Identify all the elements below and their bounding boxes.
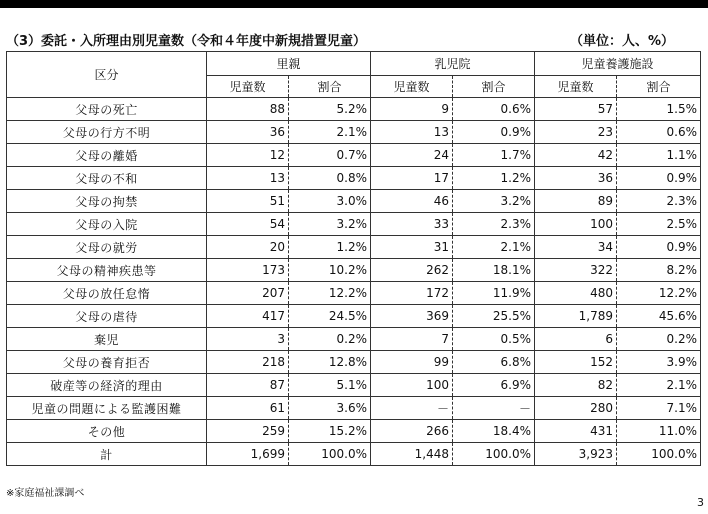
ratio-cell: 11.9% xyxy=(453,282,535,305)
subheader-ratio: 割合 xyxy=(453,76,535,98)
count-cell: 20 xyxy=(207,236,289,259)
count-cell: 57 xyxy=(535,98,617,121)
ratio-cell: 25.5% xyxy=(453,305,535,328)
ratio-cell: 0.9% xyxy=(617,236,701,259)
table-row xyxy=(7,213,701,236)
ratio-cell: 5.2% xyxy=(289,98,371,121)
row-label: 破産等の経済的理由 xyxy=(7,374,207,397)
count-cell: 34 xyxy=(535,236,617,259)
row-header: 区分 xyxy=(7,52,207,98)
count-cell: 17 xyxy=(371,167,453,190)
ratio-cell: 2.3% xyxy=(453,213,535,236)
count-cell: 12 xyxy=(207,144,289,167)
count-cell: 51 xyxy=(207,190,289,213)
ratio-cell: 18.4% xyxy=(453,420,535,443)
ratio-cell: 18.1% xyxy=(453,259,535,282)
row-label: 父母の放任怠惰 xyxy=(7,282,207,305)
count-cell: 322 xyxy=(535,259,617,282)
ratio-cell: 1.2% xyxy=(289,236,371,259)
ratio-cell: 0.8% xyxy=(289,167,371,190)
row-label: 父母の虐待 xyxy=(7,305,207,328)
count-cell: 46 xyxy=(371,190,453,213)
count-cell: 89 xyxy=(535,190,617,213)
ratio-cell: 0.7% xyxy=(289,144,371,167)
row-label: 父母の行方不明 xyxy=(7,121,207,144)
count-cell: 3,923 xyxy=(535,443,617,466)
ratio-cell: 0.6% xyxy=(617,121,701,144)
table-row xyxy=(7,144,701,167)
count-cell: 9 xyxy=(371,98,453,121)
ratio-cell: 1.1% xyxy=(617,144,701,167)
ratio-cell: 11.0% xyxy=(617,420,701,443)
count-cell: 480 xyxy=(535,282,617,305)
ratio-cell: 100.0% xyxy=(453,443,535,466)
row-label: 父母の死亡 xyxy=(7,98,207,121)
count-cell: － xyxy=(371,397,453,420)
subheader-count: 児童数 xyxy=(371,76,453,98)
ratio-cell: 0.9% xyxy=(453,121,535,144)
ratio-cell: 1.7% xyxy=(453,144,535,167)
ratio-cell: 0.2% xyxy=(617,328,701,351)
ratio-cell: 12.2% xyxy=(289,282,371,305)
count-cell: 280 xyxy=(535,397,617,420)
count-cell: 61 xyxy=(207,397,289,420)
count-cell: 13 xyxy=(371,121,453,144)
count-cell: 36 xyxy=(535,167,617,190)
count-cell: 369 xyxy=(371,305,453,328)
row-label: 父母の養育拒否 xyxy=(7,351,207,374)
ratio-cell: 3.2% xyxy=(289,213,371,236)
table-row xyxy=(7,190,701,213)
table-row xyxy=(7,443,701,466)
ratio-cell: 3.0% xyxy=(289,190,371,213)
count-cell: 100 xyxy=(371,374,453,397)
subheader-count: 児童数 xyxy=(207,76,289,98)
count-cell: 417 xyxy=(207,305,289,328)
ratio-cell: 45.6% xyxy=(617,305,701,328)
ratio-cell: 100.0% xyxy=(617,443,701,466)
table-title: （3）委託・入所理由別児童数（令和４年度中新規措置児童） xyxy=(6,34,367,49)
reasons-table xyxy=(6,51,701,466)
count-cell: 54 xyxy=(207,213,289,236)
row-label: 父母の不和 xyxy=(7,167,207,190)
table-row xyxy=(7,420,701,443)
count-cell: 99 xyxy=(371,351,453,374)
table-row xyxy=(7,259,701,282)
table-row xyxy=(7,397,701,420)
ratio-cell: 5.1% xyxy=(289,374,371,397)
row-label: 父母の拘禁 xyxy=(7,190,207,213)
ratio-cell: 3.9% xyxy=(617,351,701,374)
ratio-cell: 7.1% xyxy=(617,397,701,420)
count-cell: 259 xyxy=(207,420,289,443)
count-cell: 24 xyxy=(371,144,453,167)
count-cell: 1,699 xyxy=(207,443,289,466)
subheader-ratio: 割合 xyxy=(617,76,701,98)
count-cell: 88 xyxy=(207,98,289,121)
row-label: 父母の入院 xyxy=(7,213,207,236)
ratio-cell: 2.5% xyxy=(617,213,701,236)
ratio-cell: － xyxy=(453,397,535,420)
subheader-ratio: 割合 xyxy=(289,76,371,98)
count-cell: 173 xyxy=(207,259,289,282)
table-row xyxy=(7,236,701,259)
subheader-count: 児童数 xyxy=(535,76,617,98)
count-cell: 87 xyxy=(207,374,289,397)
row-label: 棄児 xyxy=(7,328,207,351)
source-note: ※家庭福祉課調べ xyxy=(6,488,85,499)
count-cell: 1,789 xyxy=(535,305,617,328)
table-row xyxy=(7,328,701,351)
row-label: 父母の離婚 xyxy=(7,144,207,167)
ratio-cell: 15.2% xyxy=(289,420,371,443)
ratio-cell: 0.5% xyxy=(453,328,535,351)
ratio-cell: 1.2% xyxy=(453,167,535,190)
count-cell: 207 xyxy=(207,282,289,305)
count-cell: 82 xyxy=(535,374,617,397)
ratio-cell: 3.6% xyxy=(289,397,371,420)
ratio-cell: 3.2% xyxy=(453,190,535,213)
count-cell: 1,448 xyxy=(371,443,453,466)
unit-label: （単位：人、%） xyxy=(570,34,675,49)
row-label: 計 xyxy=(7,443,207,466)
table-row xyxy=(7,282,701,305)
ratio-cell: 8.2% xyxy=(617,259,701,282)
count-cell: 266 xyxy=(371,420,453,443)
group-header-infant-home: 乳児院 xyxy=(371,52,535,76)
count-cell: 31 xyxy=(371,236,453,259)
ratio-cell: 2.3% xyxy=(617,190,701,213)
count-cell: 6 xyxy=(535,328,617,351)
group-header-foster: 里親 xyxy=(207,52,371,76)
count-cell: 36 xyxy=(207,121,289,144)
table-row xyxy=(7,121,701,144)
row-label: その他 xyxy=(7,420,207,443)
ratio-cell: 2.1% xyxy=(617,374,701,397)
ratio-cell: 12.8% xyxy=(289,351,371,374)
row-label: 父母の精神疾患等 xyxy=(7,259,207,282)
ratio-cell: 2.1% xyxy=(289,121,371,144)
ratio-cell: 100.0% xyxy=(289,443,371,466)
ratio-cell: 24.5% xyxy=(289,305,371,328)
count-cell: 152 xyxy=(535,351,617,374)
count-cell: 262 xyxy=(371,259,453,282)
document-page xyxy=(0,8,708,514)
table-row xyxy=(7,305,701,328)
row-label: 父母の就労 xyxy=(7,236,207,259)
ratio-cell: 0.2% xyxy=(289,328,371,351)
count-cell: 7 xyxy=(371,328,453,351)
ratio-cell: 6.8% xyxy=(453,351,535,374)
table-body xyxy=(7,98,701,466)
ratio-cell: 0.9% xyxy=(617,167,701,190)
count-cell: 13 xyxy=(207,167,289,190)
count-cell: 42 xyxy=(535,144,617,167)
count-cell: 431 xyxy=(535,420,617,443)
ratio-cell: 6.9% xyxy=(453,374,535,397)
table-row xyxy=(7,98,701,121)
count-cell: 3 xyxy=(207,328,289,351)
ratio-cell: 1.5% xyxy=(617,98,701,121)
group-header-childrens-home: 児童養護施設 xyxy=(535,52,701,76)
count-cell: 100 xyxy=(535,213,617,236)
ratio-cell: 2.1% xyxy=(453,236,535,259)
count-cell: 172 xyxy=(371,282,453,305)
row-label: 児童の問題による監護困難 xyxy=(7,397,207,420)
count-cell: 218 xyxy=(207,351,289,374)
table-row xyxy=(7,167,701,190)
table-row xyxy=(7,374,701,397)
ratio-cell: 0.6% xyxy=(453,98,535,121)
table-row xyxy=(7,351,701,374)
ratio-cell: 12.2% xyxy=(617,282,701,305)
count-cell: 23 xyxy=(535,121,617,144)
count-cell: 33 xyxy=(371,213,453,236)
page-number: 3 xyxy=(697,496,704,509)
ratio-cell: 10.2% xyxy=(289,259,371,282)
